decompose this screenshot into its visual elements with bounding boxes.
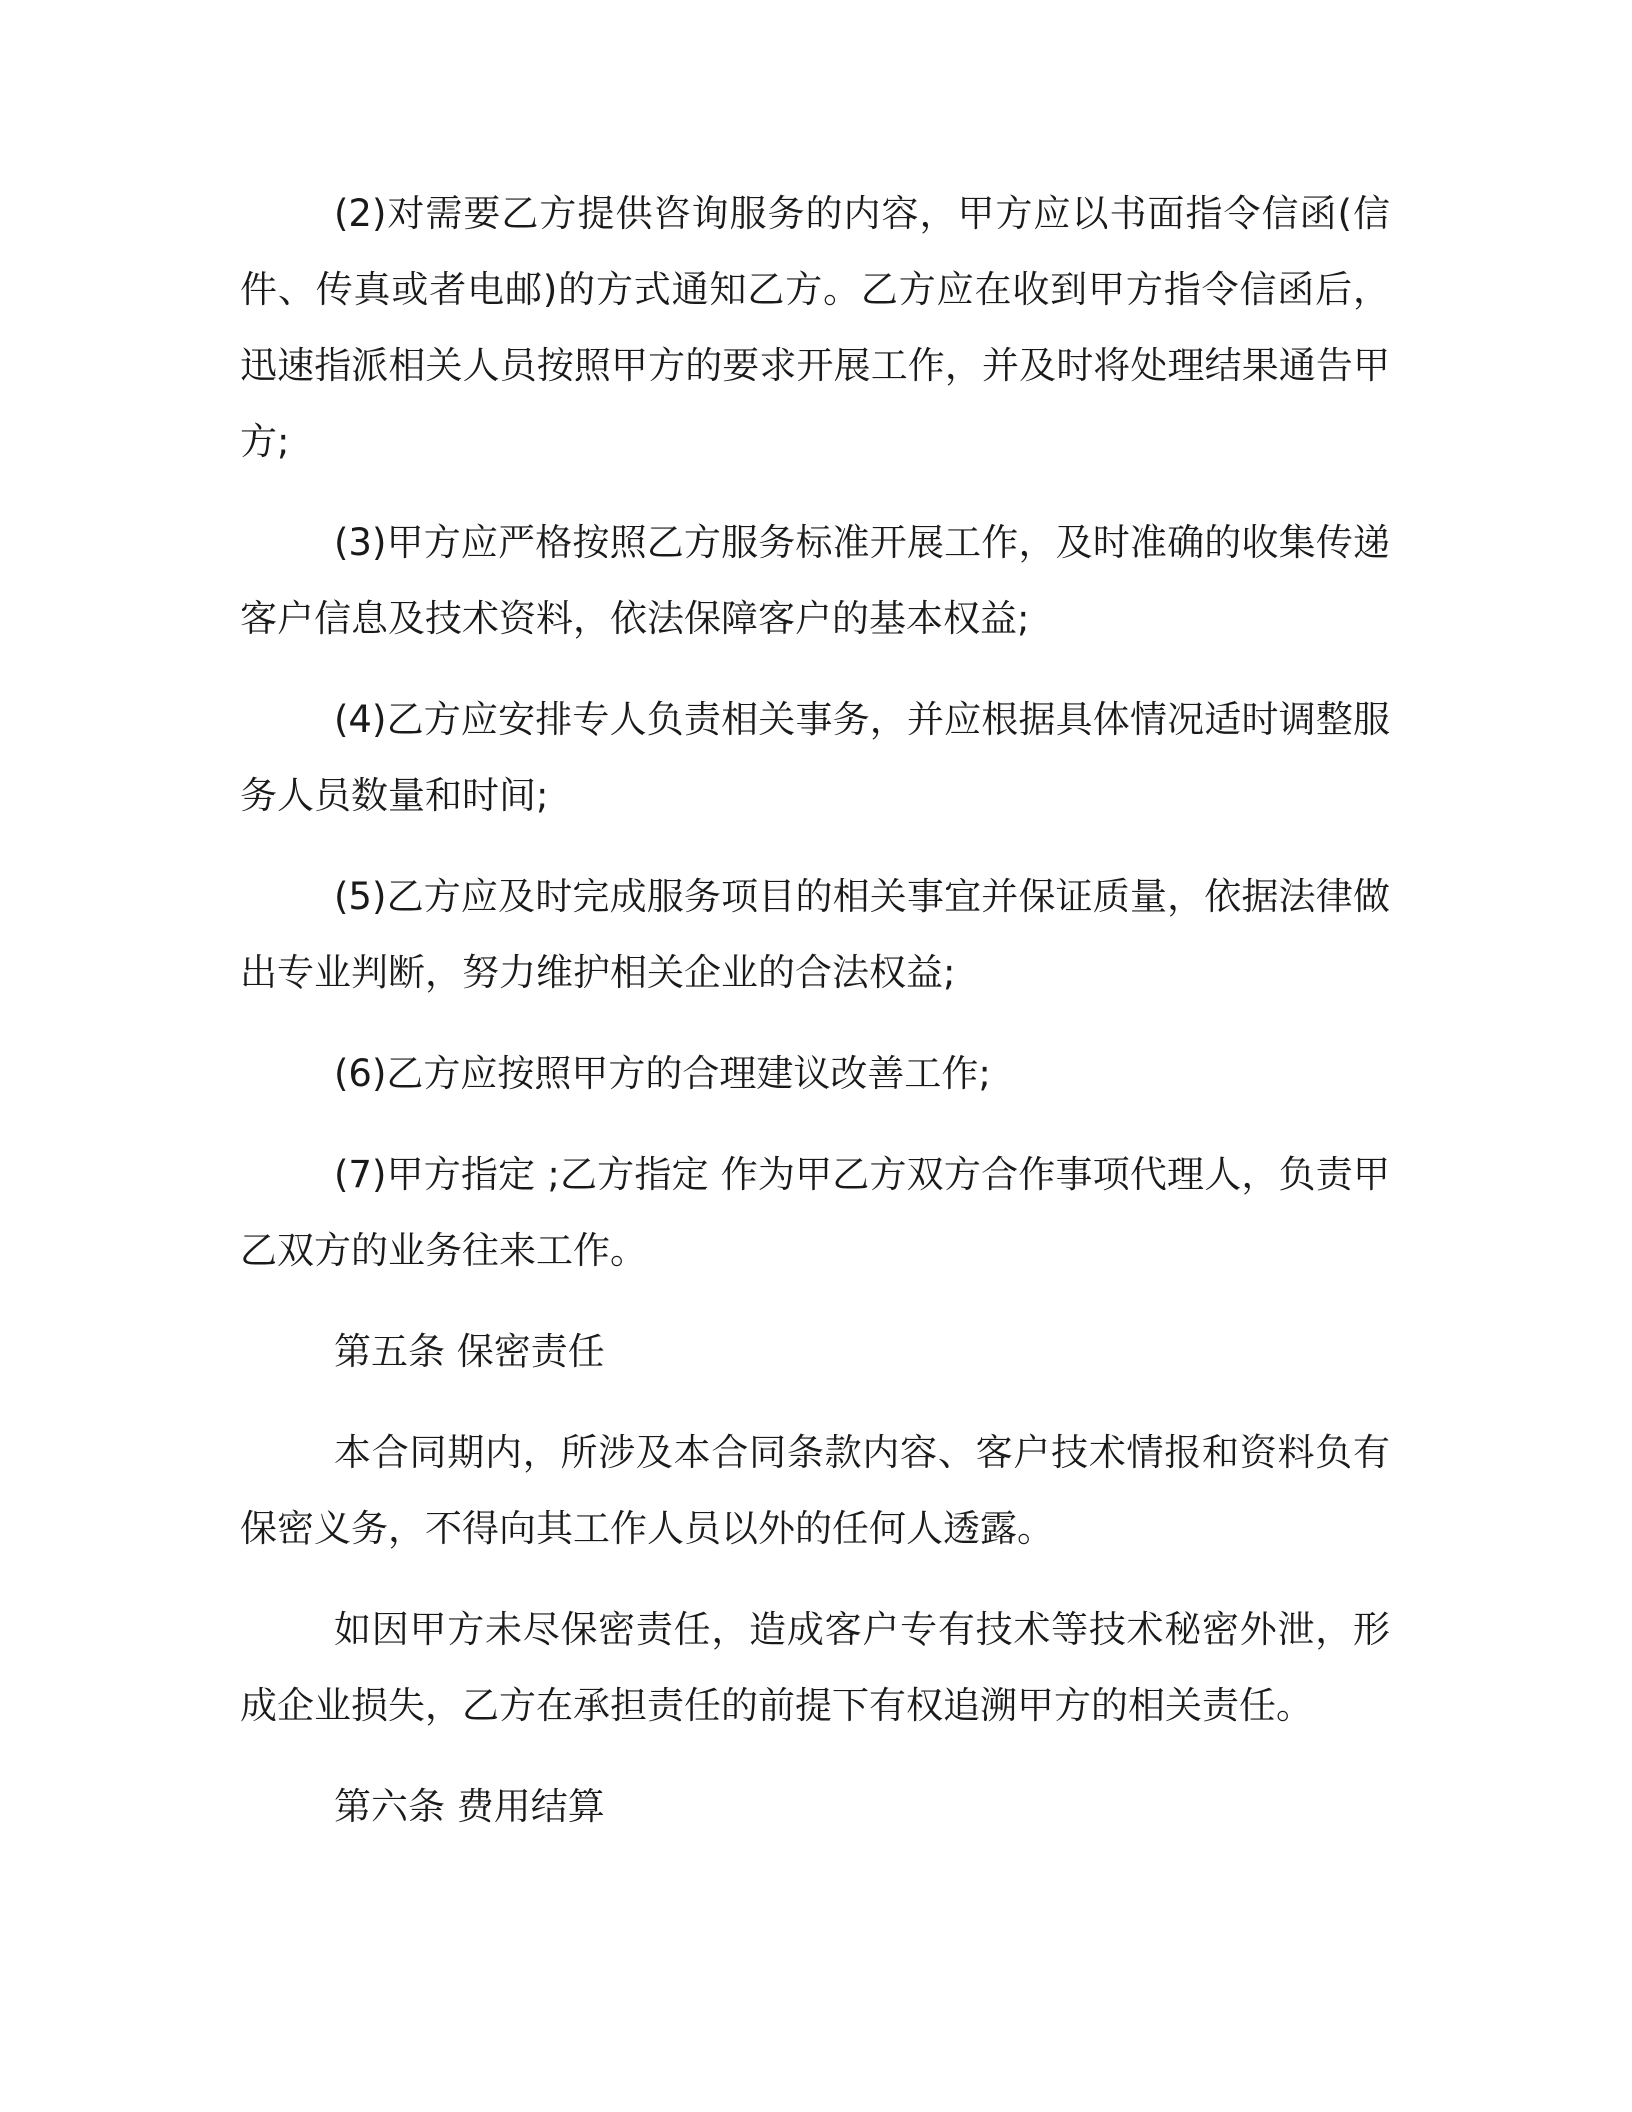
clause-3-paragraph: (3)甲方应严格按照乙方服务标准开展工作，及时准确的收集传递客户信息及技术资料，依法保障客户的基本权益;: [240, 521, 1390, 640]
document-body: [240, 176, 1390, 1870]
confidentiality-paragraph-2: 如因甲方未尽保密责任，造成客户专有技术等技术秘密外泄，形成企业损失，乙方在承担责任的前提下有权追溯甲方的相关责任。: [240, 1608, 1390, 1727]
clause-6-paragraph: (6)乙方应按照甲方的合理建议改善工作;: [334, 1052, 991, 1095]
article-6-heading: 第六条 费用结算: [334, 1785, 605, 1828]
clause-5-paragraph: (5)乙方应及时完成服务项目的相关事宜并保证质量，依据法律做出专业判断，努力维护相关企业的合法权益;: [240, 875, 1390, 994]
clause-4-paragraph: (4)乙方应安排专人负责相关事务，并应根据具体情况适时调整服务人员数量和时间;: [240, 698, 1390, 817]
clause-7-paragraph: (7)甲方指定 ;乙方指定 作为甲乙方双方合作事项代理人，负责甲乙双方的业务往来工作。: [240, 1153, 1390, 1272]
confidentiality-paragraph-1: 本合同期内，所涉及本合同条款内容、客户技术情报和资料负有保密义务，不得向其工作人员以外的任何人透露。: [240, 1431, 1390, 1550]
clause-2-paragraph: (2)对需要乙方提供咨询服务的内容，甲方应以书面指令信函(信件、传真或者电邮)的方式通知乙方。乙方应在收到甲方指令信函后，迅速指派相关人员按照甲方的要求开展工作，并及时将处理结果通告甲方;: [240, 192, 1390, 463]
article-5-heading: 第五条 保密责任: [334, 1330, 605, 1373]
